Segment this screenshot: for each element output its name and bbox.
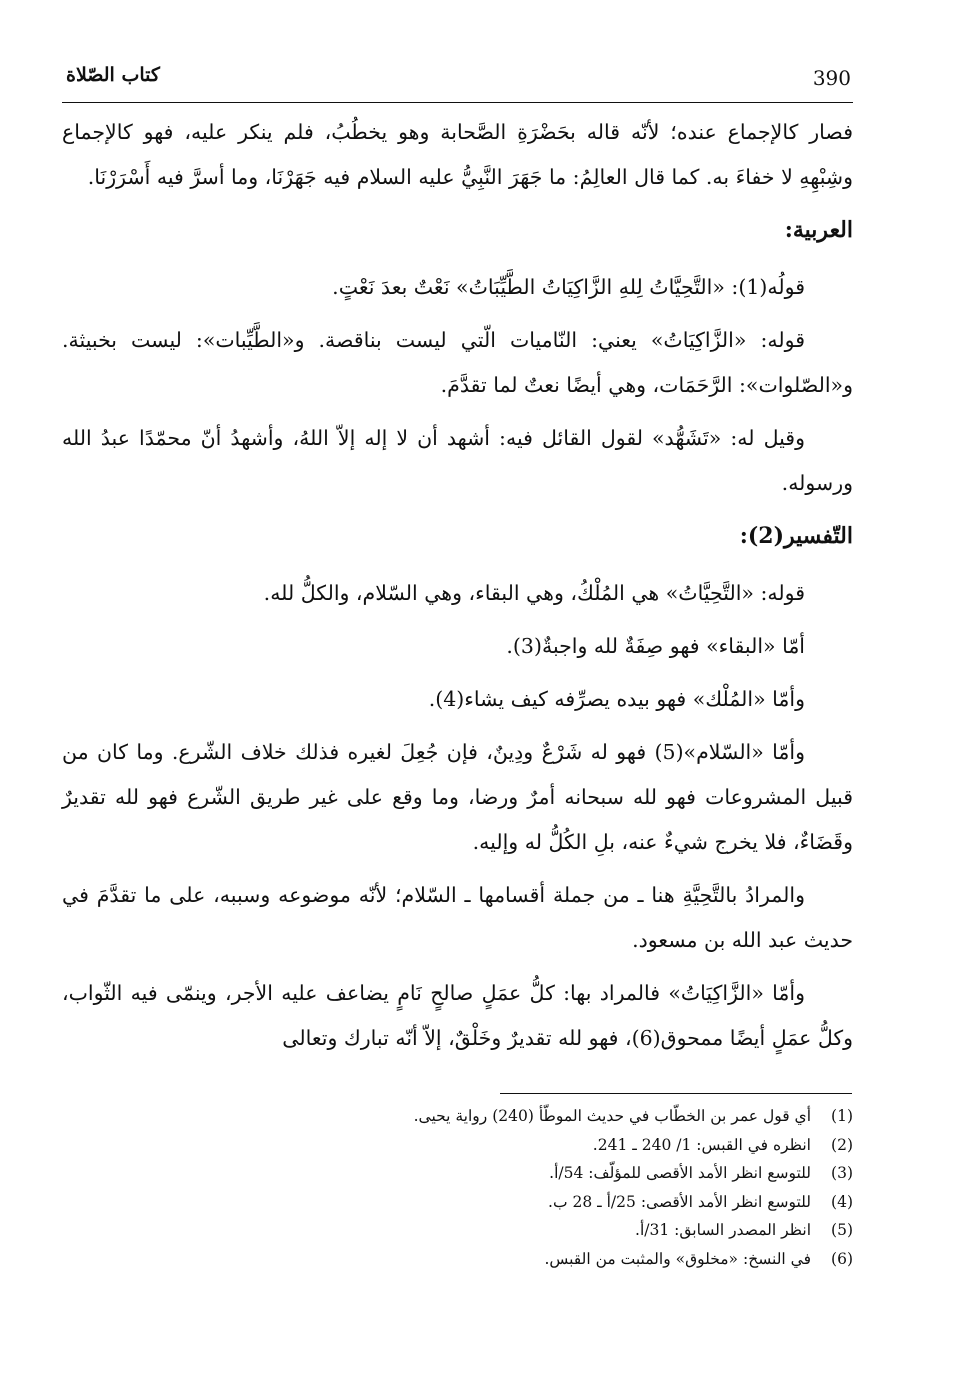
paragraph-10: وأمّا «الزَّاكِيَاتُ» فالمراد بها: كلُّ عمَلٍ صالحٍ نَامٍ يضاعف عليه الأجر، وينمّى فيه الثّواب، وكلُّ عمَلٍ أيضًا ممحوق(6)، فهو لله تقديرٌ وخَلْقٌ، إلاّ أنّه تبارك وتعالى xyxy=(62,981,853,1050)
footnote-item xyxy=(62,1245,853,1274)
paragraph-8: وأمّا «السّلام»(5) فهو له شَرْعٌ ودِينٌ، فإن جُعِلَ لغيره فذلك خلاف الشّرع. وما كان من قبيل المشروعات فهو لله سبحانه أمرٌ ورضا، وما وقع على غير طريق الشّرع فهو لله تقديرٌ وقَضَاءٌ، فلا يخرج شيءٌ عنه، بلِ الكُلُّ له وإليه. xyxy=(62,740,853,854)
footnote-number: (1) xyxy=(831,1107,853,1125)
footnote-number: (5) xyxy=(831,1221,853,1239)
footnote-text: في النسخ: «مخلوق» والمثبت من القبس. xyxy=(544,1249,811,1268)
section-heading-tafsir: التّفسير(2): xyxy=(739,523,853,549)
footnote-number: (4) xyxy=(831,1192,853,1211)
footnote-divider xyxy=(500,1093,852,1094)
footnote-number: (3) xyxy=(831,1164,853,1182)
footnote-text: للتوسع انظر الأمد الأقصى: 25/أ ـ 28 ب. xyxy=(548,1192,811,1211)
footnotes xyxy=(62,1102,853,1273)
footnote-item xyxy=(62,1216,853,1245)
paragraph-1: فصار كالإجماع عنده؛ لأنّه قاله بحَضْرَةِ الصَّحابة وهو يخطُبُ، فلم ينكر عليه، فهو كالإجماع وشِبْهِهِ لا خفاءَ به. كما قال العالِمُ: ما جَهَرَ النَّبِيُّ عليه السلام فيه جَهَرْنَا، وما أسرَّ فيه أَسْرَرْنَا. xyxy=(62,120,853,189)
main-text xyxy=(62,110,853,1069)
page-number: 390 xyxy=(812,66,851,90)
footnote-item xyxy=(62,1159,853,1188)
paragraph-2: قولُه(1): «التَّحِيَّاتُ لِلهِ الزَّاكِيَاتُ الطَّيِّبَاتُ» نَعْتٌ بعدَ نَعْتٍ. xyxy=(332,275,805,299)
running-title: كتاب الصّلاة xyxy=(66,64,160,86)
paragraph-3: قوله: «الزَّاكِيَاتُ» يعني: النّاميات الّتي ليست بناقصة. و«الطَّيِّبات»: ليست بخبيثة. و«الصّلوات»: الرَّحَمَات، وهي أيضًا نعتٌ لما تقدَّمَ. xyxy=(62,328,853,397)
footnote-number: (6) xyxy=(831,1249,853,1268)
paragraph-4: وقيل له: «تَشَهُّد» لقول القائل فيه: أشهد أن لا إله إلاّ اللهُ، وأشهدُ أنّ محمّدًا عبدُ الله ورسوله. xyxy=(62,426,853,495)
paragraph-5: قوله: «التَّحِيَّاتُ» هي المُلْكُ، وهي البقاء، وهي السّلام، والكلُّ لله. xyxy=(263,581,805,605)
paragraph-9: والمرادُ بالتَّحِيَّةِ هنا ـ من جملة أقسامها ـ السّلام؛ لأنّه موضوعه وسببه، على ما تقدَّمَ في حديث عبد الله بن مسعود. xyxy=(62,883,853,952)
footnote-number: (2) xyxy=(831,1135,853,1154)
paragraph-7: وأمّا «المُلْك» فهو بيده يصرِّفه كيف يشاء(4). xyxy=(428,687,805,711)
footnote-text: أي قول عمر بن الخطّاب في حديث الموطّأ (240) رواية يحيى. xyxy=(413,1107,811,1125)
footnote-item xyxy=(62,1188,853,1217)
footnote-text: انظره في القبس: 1/ 240 ـ 241. xyxy=(592,1135,811,1154)
section-heading-arabiya: العربية: xyxy=(784,217,853,243)
page-header xyxy=(62,62,853,103)
footnote-text: للتوسع انظر الأمد الأقصى للمؤلّف: 54/أ. xyxy=(549,1164,811,1182)
footnote-item xyxy=(62,1102,853,1131)
footnote-text: انظر المصدر السابق: 31/أ. xyxy=(635,1221,811,1239)
paragraph-6: أمّا «البقاء» فهو صِفَةٌ لله واجبةٌ(3). xyxy=(506,634,805,658)
footnote-item xyxy=(62,1131,853,1160)
